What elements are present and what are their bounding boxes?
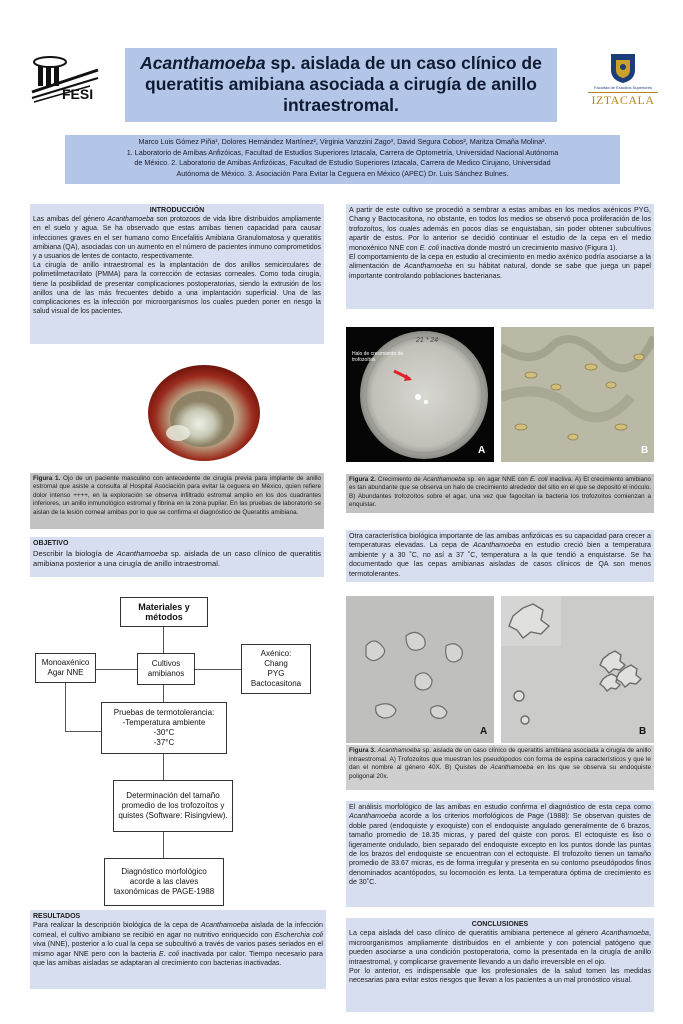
objective-text: Describir la biología de Acanthamoeba sp. aislada de un caso clínico de queratitis amibiana posterior a una cirugía de anillo intraestromal.	[33, 549, 321, 568]
flow-termotolerancia-box: Pruebas de termotolerancia: -Temperatura ambiente -30°C -37°C	[101, 702, 227, 754]
figure-3-panel-b-label: B	[639, 726, 647, 737]
flow-connector	[65, 683, 66, 731]
results-heading: RESULTADOS	[33, 913, 81, 920]
figure-3-label: Figura 3.	[349, 747, 376, 754]
title-line-2: queratitis amibiana asociada a cirugía de anillo	[145, 74, 537, 94]
fesi-logo	[28, 52, 106, 108]
unam-logo-caption: Facultad de Estudios Superiores	[594, 85, 652, 90]
unam-iztacala-logo	[588, 52, 658, 112]
unam-logo-name: IZTACALA	[588, 92, 658, 108]
unam-shield-icon	[608, 52, 638, 84]
introduction-paragraph-1: Las amibas del género Acanthamoeba son protozoos de vida libre distribuidos ampliamente en el suelo y agua. Se ha observado que estas amibas tienen capacidad para causar infecciones graves en el ser humano como Encefalitis Amibiana Granulomatosa y queratitis amibiana (QA), asociadas con un aumento en el número de pacientes inmuno comprometidos y a usuarios de lentes de contacto, respectivamente.	[33, 216, 321, 261]
flow-connector	[65, 731, 101, 732]
flow-connector	[163, 685, 164, 702]
flow-materiales-box: Materiales y métodos	[120, 597, 208, 627]
introduction-section	[30, 204, 324, 344]
flow-diagnostico-box: Diagnóstico morfológico acorde a las claves taxonómicas de PAGE-1988	[104, 858, 224, 906]
conclusions-paragraph-1: La cepa aislada del caso clínico de queratitis amibiana pertenece al género Acanthamoeba, microorganismos ampliamente distribuidos en el ambiente y con potencial patógeno que pueden asociarse a una condición postoperatoria, como la presentada en la cirugía de anillo intraestromal, y complicarse gravemente llevando a un daño irreversible en el ojo.	[349, 929, 651, 966]
morphology-section	[346, 801, 654, 907]
figure-3-caption: Figura 3. Acanthamoeba sp. aislada de un caso clínico de queratitis amibiana asociada a cirugía de anillo intraestromal. A) Trofozoítos que muestran los pseudópodos con forma de espina característicos y que le dan el nombre al género 40X. B) Quistes de Acanthamoeba en los que se observa su endoquiste poligonal 20x.	[346, 745, 654, 790]
eye-photo	[148, 363, 260, 461]
conclusions-heading: CONCLUSIONES	[471, 921, 529, 928]
petri-dish-handwriting: 21 * 24	[416, 337, 439, 344]
affiliation-line-2: de México. 2. Laboratorio de Amibas Anfizóicas, Facultad de Estudio Superiores Iztacala, Carrera de Medico Cirujano, Universidad	[134, 158, 551, 167]
morphology-text: El análisis morfológico de las amibas en estudio confirma el diagnóstico de esta cepa como Acanthamoeba acorde a los criterios morfológicos de Page (1988): Se observan quistes de doble pared (endoquiste y exoquiste) con el endoquiste angulado generalmente de 6 brazos, tamaño promedio de 18.35 micras, y pared del quiste con poros. El ectoquiste es liso o ligeramente ondulado, bien separado del endoquiste excepto en los puntos donde las puntas de los brazos del endoquiste se encuentran con el ectoquiste. El trofozoíto tienen un tamaño promedio de 33.67 micras, es de forma irregular y presenta en su contorno pseudópodos finos denominados acantópodos, su locomoción es lenta. La temperatura óptima de crecimiento es de 30˚C.	[349, 803, 651, 887]
flow-connector	[195, 669, 241, 670]
figure-1-label: Figura 1.	[33, 475, 61, 482]
figure-2-panel-a-label: A	[478, 445, 486, 456]
flow-connector	[163, 832, 164, 858]
flow-axenico-box: Axénico: Chang PYG Bactocasitona	[241, 644, 311, 694]
affiliation-line-3: Autónoma de México. 3. Asociación Para Evitar la Ceguera en México (APEC) Dr. Luis Sánchez Bulnes.	[176, 168, 509, 178]
results-continued-section	[346, 204, 654, 309]
figure-2-label: Figura 2.	[349, 476, 376, 483]
figure-2-panel-b-label: B	[641, 445, 649, 456]
authors-names: Marco Luis Gómez Piña¹, Dolores Hernández Martínez², Virginia Vanzzini Zago³, David Segura Cobos², Maritza Omaña Molina².	[138, 137, 547, 146]
figure-3a-trophozoites-photo	[346, 596, 494, 743]
title-line-3: intraestromal.	[283, 95, 399, 115]
thermotolerance-text: Otra característica biológica importante de las amibas anfizóicas es su capacidad para crecer a temperaturas elevadas. La cepa de Acanthamoeba en estudio creció bien a temperatura ambiente y a 30 ˚C, no así a 37 ˚C, temperatura a la que tendió a enquistarse. Se ha documentado que las cepas amibianas aisladas de casos clínicos de QA son menos termotolerantes.	[349, 532, 651, 578]
title-line-1: Acanthamoeba sp. aislada de un caso clínico de	[140, 53, 542, 73]
introduction-heading: INTRODUCCIÓN	[149, 207, 205, 214]
results-continued-paragraph-1: A partir de este cultivo se procedió a sembrar a estas amibas en los medios axénicos PYG, Chang y Bactocasitona, no obstante, en todos los medios se observó poca proliferación de los trofozoítos, los cuales además en pocos días se enquistaban, sin poder obtener subcultivos apartir de estos. Por lo anterior se decidió continuar el estudio de la cepa en el medio monoxénico NNE con E. coli inactiva donde mostró un crecimiento masivo (Figura 1).	[349, 206, 651, 252]
introduction-paragraph-2: La cirugía de anillo intraestromal es la implantación de dos anillos semicirculares de polimetilmetacrilato (PMMA) para la corrección de ectasias corneales. Como toda cirugía, tiene la posibilidad de presentar complicaciones postoperatorias, siendo la extrusión de los anillos una de las más frecuentes debido a una implantación superficial. Una de las complicaciones es la infección por microorganismos los cuales pueden poner en riesgo la salud visual de los pacientes.	[33, 262, 321, 316]
poster-title	[125, 48, 557, 122]
halo-growth-label: Halo de crecimiento de trofozoítos	[352, 351, 404, 363]
results-continued-paragraph-2: El comportamiento de la cepa en estudio al crecimiento en medio axénico podría asociarse a la alimentación de Acanthamoeba en su hábitat natural, donde se sabe que juega un papel importante controlando poblaciones bacterianas.	[349, 253, 651, 280]
figure-2b-trophozoites-photo	[501, 327, 654, 462]
figure-2-caption: Figura 2. Crecimiento de Acanthamoeba sp. en agar NNE con E. coli inactiva. A) El crecimiento amibiano es tan abundante que se observa un halo de crecimiento alrededor del sitio en el que se depositó el inóculo. B) Abundantes trofozoítos sobre el agar, una vez que fagocitan la bacteria los trofozoítos comienzan a enquistar.	[346, 474, 654, 513]
figure-1-caption: Figura 1. Ojo de un paciente masculino con antecedente de cirugía previa para implante de anillo estromal que asiste a consulta al Hospital Asociación para evitar la ceguera en México, quien refiere dolor intenso ++++, en la exploración se observa infiltrado estromal amplio en los dos cuadrantes inferiores, un anillo inmunológico estromal y fibrina en la zona pupilar. En las pruebas de laboratorio se aislan de la lesión corneal amibas por lo que se confirma el diagnóstico de Queratitis amibiana.	[30, 473, 324, 529]
affiliation-line-1: 1. Laboratorio de Amibas Anfizóicas, Facultad de Estudios Superiores Iztacala, Carrera de Optometría, Universidad Nacional Autónoma	[126, 147, 559, 157]
figure-3-panel-a-label: A	[480, 726, 488, 737]
flow-cultivos-box: Cultivos amibianos	[137, 653, 195, 685]
results-text: Para realizar la descripción biológica de la cepa de Acanthamoeba aislada de la infección corneal, el cultivo amibiano se recibió en agar no nutritivo enriquecido con Escherchia coli viva (NNE), posterior a lo cual la cepa se subcultivó a través de varios pases seriados en el mismo agar NNE pero con la bacteria E. coli inactivada por calor. Tiempo necesario para que las amibas aisladas se adaptaran al crecimiento con bacterias inactivadas.	[33, 921, 323, 968]
conclusions-paragraph-2: Por lo anterior, es indispensable que los profesionales de la salud tomen las medidas necesarias para evitar estos riesgos que llevan a los pacientes a un mal pronóstico visual.	[349, 967, 651, 985]
fesi-logo-text: FESI	[62, 86, 94, 102]
figure-2a-petri-dish-photo	[346, 327, 494, 462]
thermotolerance-section	[346, 530, 654, 582]
flow-connector	[96, 669, 137, 670]
authors-affiliations	[65, 135, 620, 184]
flow-tamano-box: Determinación del tamaño promedio de los trofozoítos y quistes (Software: Risingview).	[113, 780, 233, 832]
conclusions-section	[346, 918, 654, 1012]
flow-connector	[163, 627, 164, 653]
results-section	[30, 910, 326, 989]
objective-section	[30, 537, 324, 577]
flow-connector	[163, 754, 164, 780]
objective-heading: OBJETIVO	[33, 540, 69, 547]
figure-3b-cysts-photo	[501, 596, 654, 743]
flow-monoaxenico-box: Monoaxénico Agar NNE	[35, 653, 96, 683]
